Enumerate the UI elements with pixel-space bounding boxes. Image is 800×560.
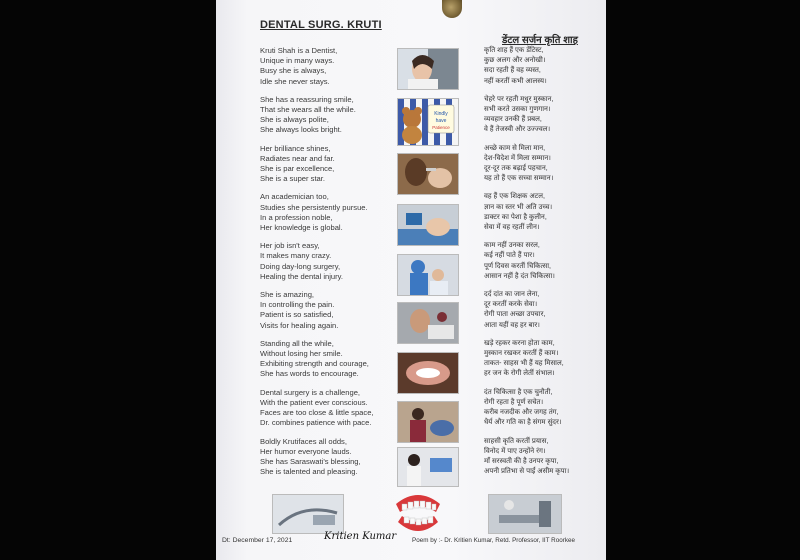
photo-teddy-bear-sign: [397, 98, 459, 146]
verse-line: Standing all the while,: [260, 338, 334, 348]
verse-line: Radiates near and far.: [260, 153, 335, 163]
verse-line: She is amazing,: [260, 290, 315, 300]
verse-line: Dental surgery is a challenge,: [260, 387, 361, 397]
verse-line: माँ सरस्वती की है उनपर कृपा,: [484, 457, 559, 465]
poem-credit: Poem by :- Dr. Kritien Kumar, Retd. Professor, IIT Roorkee: [412, 537, 575, 544]
verse-line: दंत चिकित्सा है एक चुनौती,: [484, 388, 553, 396]
verse-line: रोगी पाता अच्छा उपचार,: [484, 311, 546, 319]
verse-line: चेहरे पर रहती मधुर मुस्कान,: [484, 95, 554, 103]
verse-line: ताकत- साहस भी हैं यह मिसाल,: [484, 360, 564, 368]
teddy-sign-word: Kindly: [434, 111, 448, 117]
dark-background-right: [606, 0, 800, 560]
denture-teeth-icon: [392, 490, 444, 538]
teddy-sign-word: have: [435, 118, 447, 124]
signature: Kritien Kumar: [324, 531, 397, 542]
verse-line: Patient is so satisfied,: [260, 310, 334, 320]
stanza: [484, 290, 604, 331]
verse-line: ज्ञान का स्तर भी अति उच्च।: [484, 203, 553, 211]
verse-line: कुछ अलग और अनोखी।: [484, 57, 546, 65]
verse-line: With the patient ever conscious.: [260, 397, 368, 407]
verse-line: यह तो हैं एक सच्चा सम्मान।: [484, 175, 554, 183]
verse-line: धैर्य और गति का है संगम सुंदर।: [484, 419, 562, 427]
verse-line: It makes many crazy.: [260, 251, 332, 261]
hindi-verses: [484, 46, 604, 485]
stanza: [484, 95, 604, 136]
verse-line: Visits for healing again.: [260, 320, 339, 330]
stanza: [484, 192, 604, 233]
verse-line: रोगी रहता है पूर्ण सचेत।: [484, 398, 544, 406]
stanza: [484, 241, 604, 282]
verse-line: कई नहीं पाते हैं पार।: [484, 252, 535, 260]
verse-line: That she wears all the while.: [260, 105, 356, 115]
verse-line: Idle she never stays.: [260, 76, 330, 86]
verse-line: खड़े रहकर करना होता काम,: [484, 339, 555, 347]
verse-line: डाक्टर का पेशा है कुलीन,: [484, 213, 547, 221]
stanza: [484, 144, 604, 185]
stanza: [484, 339, 604, 380]
photo-dental-examination: [397, 153, 459, 195]
verse-line: दूर करतीं करके सेवा।: [484, 301, 538, 309]
verse-line: Her knowledge is global.: [260, 223, 343, 233]
photo-dental-procedure: [397, 204, 459, 246]
verse-line: Without losing her smile.: [260, 349, 343, 359]
verse-line: कृति शाह हैं एक डेंटिस्ट,: [484, 47, 544, 54]
verse-line: आसान नहीं है दंत चिकित्सा।: [484, 272, 555, 280]
verse-line: काम नहीं उनका सरल,: [484, 242, 540, 250]
photo-clinic-staff: [397, 447, 459, 487]
verse-line: Studies she persistently pursue.: [260, 202, 368, 212]
teddy-sign-word: Patience: [432, 125, 450, 130]
verse-line: She is talented and pleasing.: [260, 467, 358, 477]
stanza: [484, 437, 604, 478]
verse-line: She is always polite,: [260, 115, 329, 125]
stanza: [484, 388, 604, 429]
verse-line: Boldly Krutifaces all odds,: [260, 436, 347, 446]
stanza: [484, 46, 604, 87]
verse-line: सदा रहती हैं वह व्यस्त,: [484, 67, 541, 75]
verse-line: She has a reassuring smile,: [260, 94, 354, 104]
verse-line: हर जन के रोगी लेतीं संभाल।: [484, 370, 555, 378]
verse-line: व्यवहार उनकी हैं प्रबल,: [484, 116, 542, 124]
poem-date: Dt: December 17, 2021: [222, 537, 293, 544]
verse-line: दर्द दांत का जान लेना,: [484, 291, 540, 299]
verse-line: आता यहीं वह हर बार।: [484, 321, 540, 329]
image-dental-chair-equipment: [488, 494, 562, 534]
verse-line: नहीं करतीं कभी आलस्य।: [484, 77, 547, 85]
verse-line: Her humor everyone lauds.: [260, 446, 352, 456]
verse-line: Exhibiting strength and courage,: [260, 359, 369, 369]
verse-line: Healing the dental injury.: [260, 271, 344, 281]
verse-line: सेवा में वह रहतीं लीन।: [484, 224, 540, 232]
verse-line: विनोद में पाए उन्होंने रंग।: [484, 447, 546, 455]
verse-line: मुस्कान रखकर करतीं हैं काम।: [484, 350, 559, 358]
image-dental-xray-tools: [272, 494, 344, 534]
verse-line: Busy she is always,: [260, 66, 327, 76]
photo-dentist-with-patient: [397, 401, 459, 443]
photo-dentist-portrait: [397, 48, 459, 90]
photo-surgery-team: [397, 254, 459, 296]
verse-line: Faces are too close & little space,: [260, 408, 374, 418]
verse-line: साहसी कृति करतीं प्रयास,: [484, 437, 549, 445]
verse-line: अच्छे काम से मिला मान,: [484, 144, 546, 152]
verse-line: She has words to encourage.: [260, 369, 359, 379]
verse-line: She is par excellence,: [260, 164, 335, 174]
verse-line: In controlling the pain.: [260, 300, 335, 310]
photo-patient-mouth: [397, 352, 459, 394]
poem-title-english: DENTAL SURG. KRUTI: [260, 19, 382, 31]
poem-title-hindi: डेंटल सर्जन कृति शाह: [502, 35, 578, 46]
verse-line: Her brilliance shines,: [260, 143, 331, 153]
verse-line: She always looks bright.: [260, 125, 342, 135]
verse-line: She is a super star.: [260, 174, 326, 184]
dark-background-left: [0, 0, 216, 560]
verse-line: Doing day-long surgery,: [260, 261, 341, 271]
verse-line: दूर-दूर तक बढ़ाई पहचान,: [484, 165, 548, 173]
verse-line: Her job isn't easy,: [260, 241, 320, 251]
verse-line: करीब नजदीक और जगह तंग,: [484, 409, 559, 417]
verse-line: वे हैं तेजस्वी और उज्ज्वल।: [484, 126, 551, 134]
verse-line: पूर्ण दिवस करतीं चिकित्सा,: [484, 262, 552, 270]
verse-line: अपनी प्रतिभा से पाईं असीम कृपा।: [484, 468, 570, 476]
verse-line: Kruti Shah is a Dentist,: [260, 46, 338, 55]
verse-line: An academician too,: [260, 192, 329, 202]
photo-treatment-chair: [397, 302, 459, 344]
verse-line: Dr. combines patience with pace.: [260, 418, 372, 428]
poem-sheet: [216, 0, 606, 560]
verse-line: She has Saraswati's blessing,: [260, 456, 361, 466]
verse-line: सभी करते उसका गुणगान।: [484, 106, 551, 114]
verse-line: In a profession noble,: [260, 212, 333, 222]
verse-line: Unique in many ways.: [260, 56, 335, 66]
verse-line: देश-विदेश में मिला सम्मान।: [484, 154, 551, 162]
verse-line: वह हैं एक शिक्षक अटल,: [484, 193, 545, 201]
